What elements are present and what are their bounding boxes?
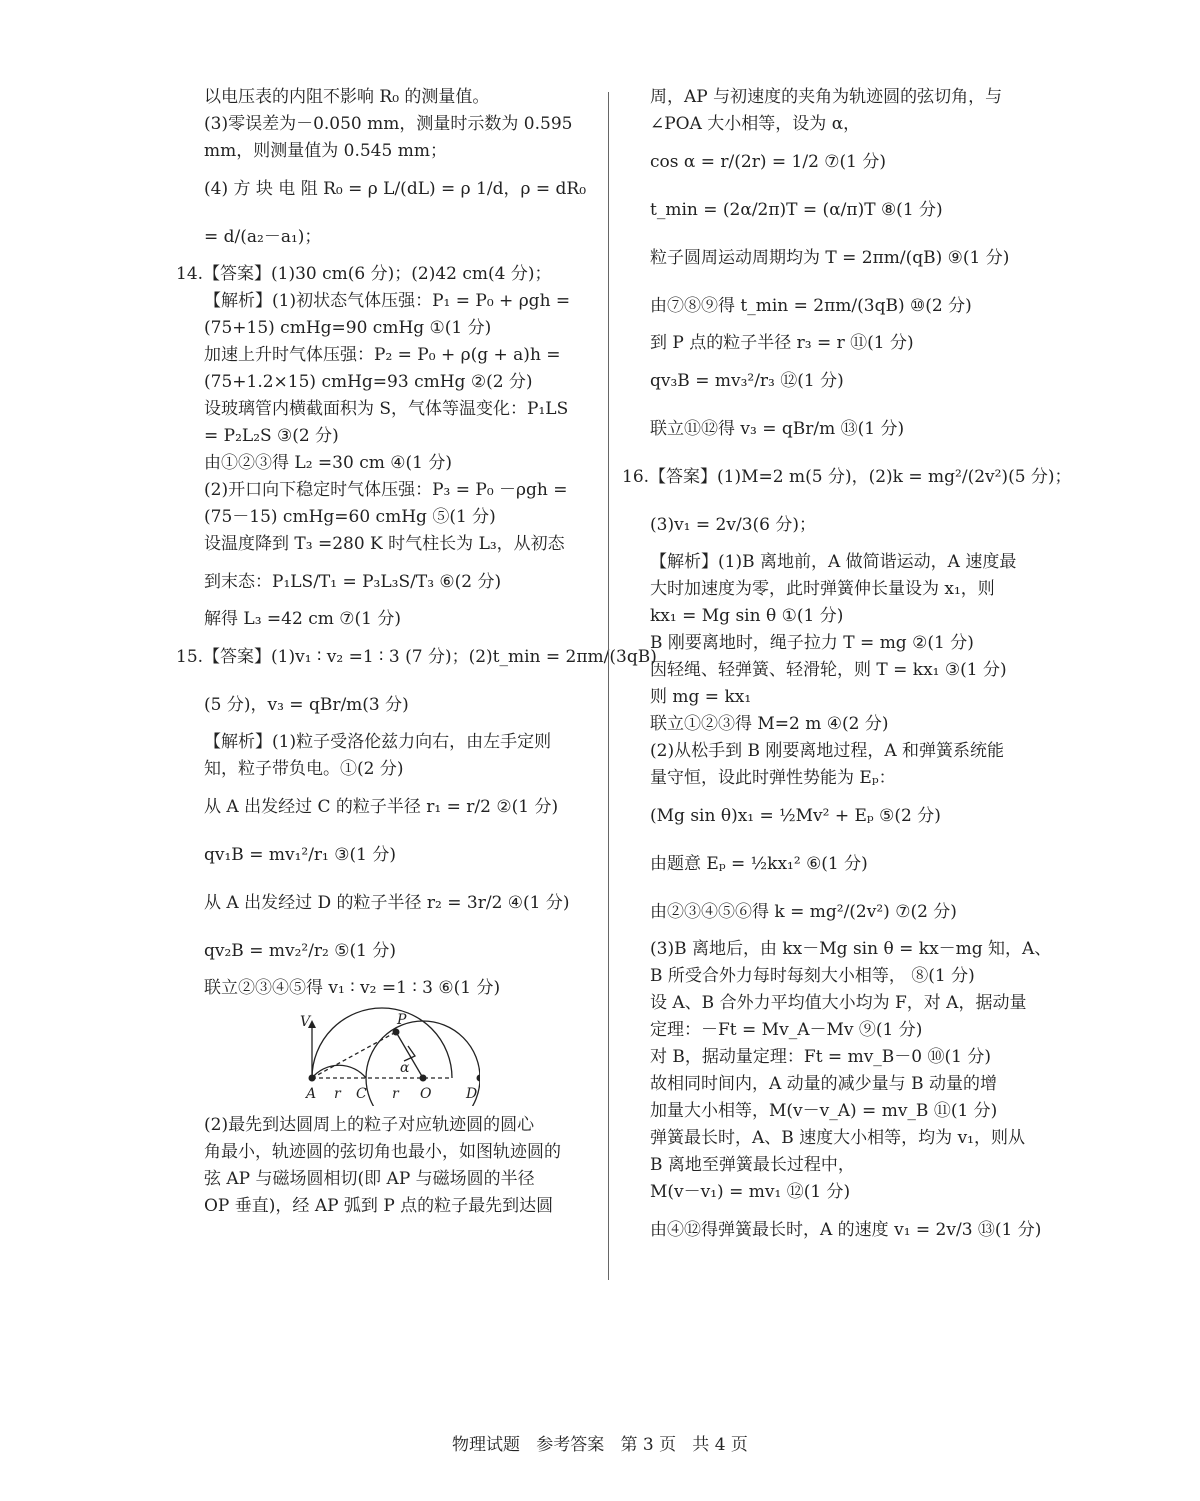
text-line: 因轻绳、轻弹簧、轻滑轮，则 T = kx₁ ③(1 分) bbox=[650, 660, 1007, 680]
text-line: (2)从松手到 B 刚要离地过程，A 和弹簧系统能 bbox=[650, 741, 1005, 761]
text-line: qv₃B = mv₃²/r₃ ⑫(1 分) bbox=[650, 371, 844, 391]
text-line: = P₂L₂S ③(2 分) bbox=[204, 426, 339, 446]
text-line: 则 mg = kx₁ bbox=[650, 687, 752, 707]
text-line: kx₁ = Mg sin θ ①(1 分) bbox=[650, 606, 844, 626]
text-line: 大时加速度为零，此时弹簧伸长量设为 x₁，则 bbox=[650, 579, 995, 599]
text-line: 到末态：P₁LS/T₁ = P₃L₃S/T₃ ⑥(2 分) bbox=[204, 572, 502, 592]
label-r2: r bbox=[392, 1086, 399, 1102]
text-line: 弦 AP 与磁场圆相切(即 AP 与磁场圆的半径 bbox=[204, 1169, 535, 1189]
text-line: (3)v₁ = 2v/3(6 分)； bbox=[650, 515, 816, 535]
label-alpha: α bbox=[400, 1060, 410, 1076]
text-line: 以电压表的内阻不影响 R₀ 的测量值。 bbox=[204, 87, 490, 107]
right-column bbox=[622, 84, 1072, 1254]
text-line: 从 A 出发经过 C 的粒子半径 r₁ = r/2 ②(1 分) bbox=[204, 797, 559, 817]
text-line: qv₁B = mv₁²/r₁ ③(1 分) bbox=[204, 845, 396, 865]
trajectory-figure bbox=[270, 1006, 480, 1106]
text-line: 设 A、B 合外力平均值大小均为 F，对 A，据动量 bbox=[650, 993, 1027, 1013]
text-line: (75+15) cmHg=90 cmHg ①(1 分) bbox=[204, 318, 492, 338]
label-a: A bbox=[306, 1086, 317, 1102]
label-r1: r bbox=[334, 1086, 341, 1102]
text-line: 联立①②③得 M=2 m ④(2 分) bbox=[650, 714, 889, 734]
text-line: 16.【答案】(1)M=2 m(5 分)，(2)k = mg²/(2v²)(5 分)； bbox=[622, 467, 1072, 487]
text-line: 由⑦⑧⑨得 t_min = 2πm/(3qB) ⑩(2 分) bbox=[650, 296, 972, 316]
text-line: 由①②③得 L₂ =30 cm ④(1 分) bbox=[204, 453, 452, 473]
text-line: ∠POA 大小相等，设为 α， bbox=[650, 114, 861, 134]
label-v: V bbox=[300, 1014, 311, 1030]
text-line: 知，粒子带负电。①(2 分) bbox=[204, 759, 404, 779]
text-line: (4) 方 块 电 阻 R₀ = ρ L/(dL) = ρ 1/d，ρ = dR₀ bbox=[204, 179, 587, 199]
text-line: (75+1.2×15) cmHg=93 cmHg ②(2 分) bbox=[204, 372, 533, 392]
column-divider bbox=[608, 92, 609, 1280]
text-line: 对 B，据动量定理：Ft = mv_B－0 ⑩(1 分) bbox=[650, 1047, 991, 1067]
text-line: mm，则测量值为 0.545 mm； bbox=[204, 141, 447, 161]
text-line: (2)最先到达圆周上的粒子对应轨迹圆的圆心 bbox=[204, 1115, 535, 1135]
label-o: O bbox=[420, 1086, 432, 1102]
text-line: B 刚要离地时，绳子拉力 T = mg ②(1 分) bbox=[650, 633, 974, 653]
page-footer: 物理试题 参考答案 第 3 页 共 4 页 bbox=[452, 1435, 748, 1455]
text-line: qv₂B = mv₂²/r₂ ⑤(1 分) bbox=[204, 941, 396, 961]
text-line: 定理：－Ft = Mv_A－Mv ⑨(1 分) bbox=[650, 1020, 923, 1040]
text-line: (Mg sin θ)x₁ = ½Mv² + Eₚ ⑤(2 分) bbox=[650, 806, 941, 826]
text-line: 由题意 Eₚ = ½kx₁² ⑥(1 分) bbox=[650, 854, 868, 874]
text-line: 加速上升时气体压强：P₂ = P₀ + ρ(g + a)h = bbox=[204, 345, 561, 365]
text-line: 由②③④⑤⑥得 k = mg²/(2v²) ⑦(2 分) bbox=[650, 902, 957, 922]
text-line: = d/(a₂－a₁)； bbox=[204, 227, 322, 247]
text-line: 到 P 点的粒子半径 r₃ = r ⑪(1 分) bbox=[650, 333, 914, 353]
text-line: (3)零误差为－0.050 mm，测量时示数为 0.595 bbox=[204, 114, 573, 134]
text-line: 【解析】(1)初状态气体压强：P₁ = P₀ + ρgh = bbox=[204, 291, 571, 311]
text-line: 15.【答案】(1)v₁ ∶ v₂ =1 ∶ 3 (7 分)；(2)t_min = 2πm/(3qB) bbox=[176, 647, 657, 667]
text-line: 设温度降到 T₃ =280 K 时气柱长为 L₃，从初态 bbox=[204, 534, 565, 554]
text-line: B 所受合外力每时每刻大小相等， ⑧(1 分) bbox=[650, 966, 975, 986]
text-line: B 离地至弹簧最长过程中， bbox=[650, 1155, 855, 1175]
left-column bbox=[176, 84, 657, 1220]
text-line: 由④⑫得弹簧最长时，A 的速度 v₁ = 2v/3 ⑬(1 分) bbox=[650, 1220, 1042, 1240]
text-line: 【解析】(1)粒子受洛伦兹力向右，由左手定则 bbox=[204, 732, 552, 752]
text-line: 联立⑪⑫得 v₃ = qBr/m ⑬(1 分) bbox=[650, 419, 905, 439]
text-line: M(v－v₁) = mv₁ ⑫(1 分) bbox=[650, 1182, 851, 1202]
text-line: 角最小，轨迹圆的弦切角也最小，如图轨迹圆的 bbox=[204, 1142, 561, 1162]
text-line: 14.【答案】(1)30 cm(6 分)；(2)42 cm(4 分)； bbox=[176, 264, 552, 284]
text-line: t_min = (2α/2π)T = (α/π)T ⑧(1 分) bbox=[650, 200, 943, 220]
text-line: 加量大小相等，M(v－v_A) = mv_B ⑪(1 分) bbox=[650, 1101, 998, 1121]
text-line: 从 A 出发经过 D 的粒子半径 r₂ = 3r/2 ④(1 分) bbox=[204, 893, 570, 913]
text-line: (75－15) cmHg=60 cmHg ⑤(1 分) bbox=[204, 507, 496, 527]
text-line: (3)B 离地后，由 kx－Mg sin θ = kx－mg 知，A、 bbox=[650, 939, 1052, 959]
text-line: 联立②③④⑤得 v₁ ∶ v₂ =1 ∶ 3 ⑥(1 分) bbox=[204, 978, 501, 998]
text-line: (2)开口向下稳定时气体压强：P₃ = P₀ －ρgh = bbox=[204, 480, 568, 500]
text-line: OP 垂直)，经 AP 弧到 P 点的粒子最先到达圆 bbox=[204, 1196, 554, 1216]
text-line: cos α = r/(2r) = 1/2 ⑦(1 分) bbox=[650, 152, 887, 172]
text-line: 【解析】(1)B 离地前，A 做简谐运动，A 速度最 bbox=[650, 552, 1017, 572]
text-line: 粒子圆周运动周期均为 T = 2πm/(qB) ⑨(1 分) bbox=[650, 248, 1010, 268]
label-c: C bbox=[356, 1086, 367, 1102]
text-line: 弹簧最长时，A、B 速度大小相等，均为 v₁，则从 bbox=[650, 1128, 1025, 1148]
text-line: 解得 L₃ =42 cm ⑦(1 分) bbox=[204, 609, 401, 629]
label-p: P bbox=[397, 1012, 407, 1028]
text-line: 设玻璃管内横截面积为 S，气体等温变化：P₁LS bbox=[204, 399, 569, 419]
text-line: (5 分)，v₃ = qBr/m(3 分) bbox=[204, 695, 409, 715]
label-d: D bbox=[466, 1086, 478, 1102]
text-line: 周，AP 与初速度的夹角为轨迹圆的弦切角，与 bbox=[650, 87, 1003, 107]
text-line: 量守恒，设此时弹性势能为 Eₚ： bbox=[650, 768, 896, 788]
text-line: 故相同时间内，A 动量的减少量与 B 动量的增 bbox=[650, 1074, 997, 1094]
